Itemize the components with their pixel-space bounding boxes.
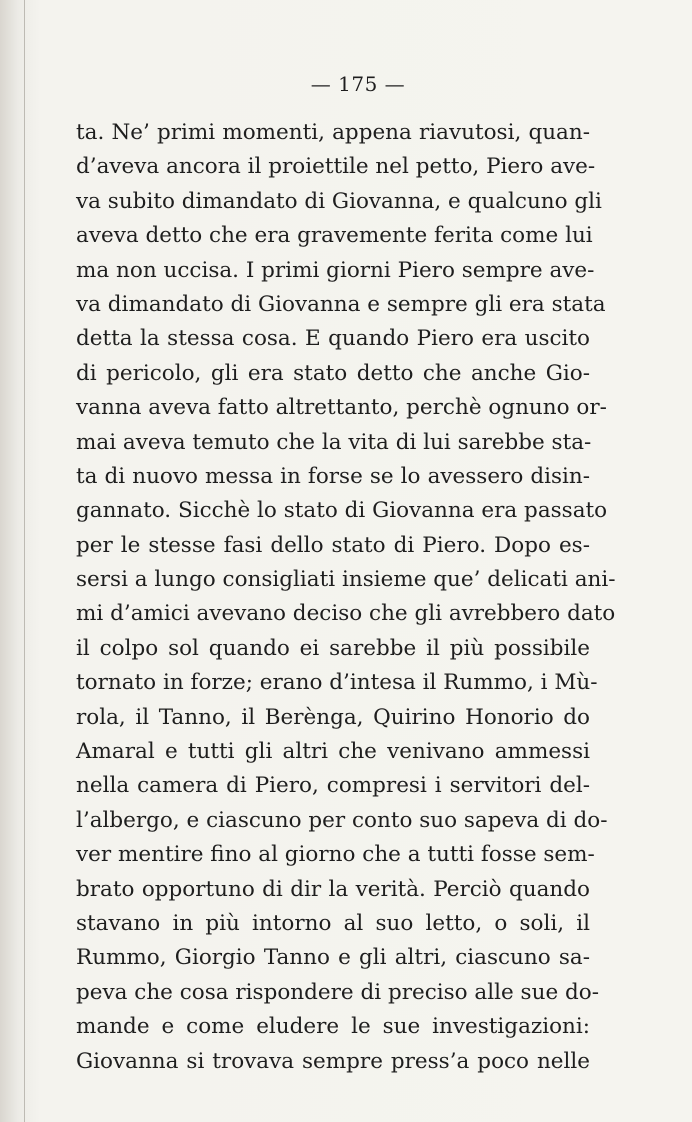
page-number: — 175 — bbox=[310, 72, 406, 96]
text-line: peva che cosa rispondere di preciso alle sue do- bbox=[76, 979, 599, 1005]
text-line: rola, il Tanno, il Berènga, Quirino Honorio do bbox=[76, 704, 590, 730]
text-line: sersi a lungo consigliati insieme que’ delicati ani- bbox=[76, 567, 616, 593]
text-line: per le stesse fasi dello stato di Piero. Dopo es- bbox=[76, 532, 590, 558]
page-gutter-edge bbox=[24, 0, 25, 1122]
text-line: vanna aveva fatto altrettanto, perchè ognuno or- bbox=[76, 395, 607, 421]
text-line: stavano in più intorno al suo letto, o soli, il bbox=[76, 910, 590, 936]
text-line: d’aveva ancora il proiettile nel petto, Piero ave- bbox=[76, 154, 596, 180]
text-line: di pericolo, gli era stato detto che anche Gio- bbox=[76, 360, 590, 386]
text-line: l’albergo, e ciascuno per conto suo sapeva di do- bbox=[76, 807, 608, 833]
text-line: mai aveva temuto che la vita di lui sarebbe sta- bbox=[76, 429, 592, 455]
text-line: gannato. Sicchè lo stato di Giovanna era passato bbox=[76, 498, 608, 524]
text-line: mi d’amici avevano deciso che gli avrebbero dato bbox=[76, 601, 616, 627]
text-line: va subito dimandato di Giovanna, e qualcuno gli bbox=[76, 188, 602, 214]
text-line: Amaral e tutti gli altri che venivano ammessi bbox=[76, 739, 590, 765]
text-line: ta. Ne’ primi momenti, appena riavutosi, quan- bbox=[76, 120, 590, 145]
text-line: detta la stessa cosa. E quando Piero era uscito bbox=[76, 326, 590, 352]
text-line: brato opportuno di dir la verità. Perciò quando bbox=[76, 876, 590, 902]
text-line: Rummo, Giorgio Tanno e gli altri, ciascuno sa- bbox=[76, 945, 590, 971]
text-line: ma non uccisa. I primi giorni Piero sempre ave- bbox=[76, 257, 595, 283]
body-text bbox=[76, 116, 616, 1079]
text-line: ver mentire fino al giorno che a tutti fosse sem- bbox=[76, 842, 595, 868]
text-line: Giovanna si trovava sempre press’a poco nelle bbox=[76, 1048, 590, 1074]
text-line: il colpo sol quando ei sarebbe il più possibile bbox=[76, 635, 590, 661]
text-line: mande e come eludere le sue investigazioni: bbox=[76, 1014, 590, 1040]
text-line: nella camera di Piero, compresi i servitori del- bbox=[76, 773, 590, 799]
text-line: ta di nuovo messa in forse se lo avessero disin- bbox=[76, 463, 590, 489]
text-line: tornato in forze; erano d’intesa il Rummo, i Mù- bbox=[76, 670, 598, 696]
text-line: va dimandato di Giovanna e sempre gli era stata bbox=[76, 291, 606, 317]
text-line: aveva detto che era gravemente ferita come lui bbox=[76, 223, 593, 249]
